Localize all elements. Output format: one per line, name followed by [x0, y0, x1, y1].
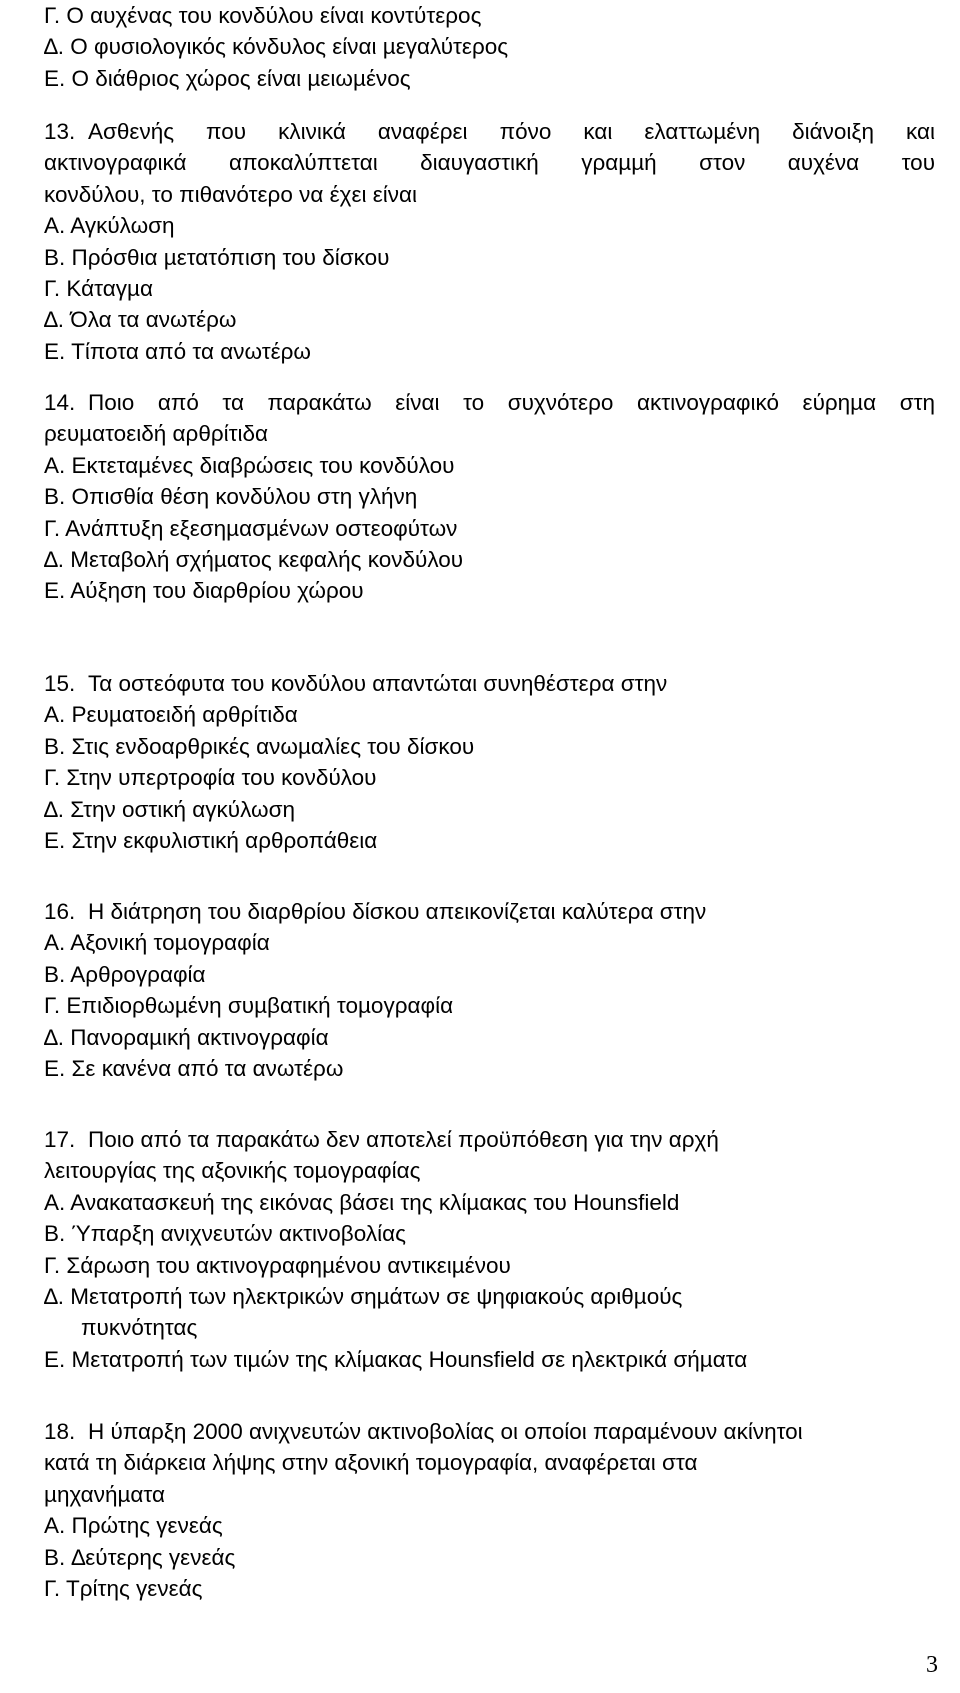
option-line: ∆. Όλα τα ανωτέρω [44, 307, 237, 333]
option-line: Α. Αξονική τοµογραφία [44, 930, 270, 956]
option-line: ∆. Ο φυσιολογικός κόνδυλος είναι µεγαλύτερος [44, 34, 509, 60]
question-line: κονδύλου, το πιθανότερο να έχει είναι [44, 181, 418, 207]
option-line: Α. Ανακατασκευή της εικόνας βάσει της κλίµακας του Hounsfield [44, 1189, 680, 1215]
option-line: Ε. Σε κανένα από τα ανωτέρω [44, 1056, 344, 1082]
option-line: Ε. Τίποτα από τα ανωτέρω [44, 338, 311, 364]
option-line: Β. Στις ενδοαρθρικές ανωµαλίες του δίσκου [44, 733, 475, 759]
question-number: 15. [44, 671, 76, 696]
question-number: 16. [44, 899, 76, 924]
option-line: Α. Αγκύλωση [44, 213, 175, 239]
option-line: Γ. Τρίτης γενεάς [44, 1576, 203, 1602]
option-line: Γ. Στην υπερτροφία του κονδύλου [44, 765, 377, 791]
question-14 [44, 387, 935, 607]
option-line: Β. Ύπαρξη ανιχνευτών ακτινοβολίας [44, 1221, 406, 1247]
option-continuation-line: πυκνότητας [81, 1315, 198, 1341]
question-number: 18. [44, 1419, 76, 1444]
option-line: Ε. Στην εκφυλιστική αρθροπάθεια [44, 828, 378, 854]
option-line: Γ. Επιδιορθωµένη συµβατική τοµογραφία [44, 993, 454, 1019]
question-stem-first-line [88, 1124, 935, 1155]
option-line: Β. Πρόσθια µετατόπιση του δίσκου [44, 244, 390, 270]
question-line: Ποιο από τα παρακάτω είναι το συχνότερο ακτινογραφικό εύρηµα στη [88, 390, 935, 415]
question-stem-first-line [88, 116, 935, 147]
question-line: Η ύπαρξη 2000 ανιχνευτών ακτινοβολίας οι οποίοι παραµένουν ακίνητοι [88, 1419, 803, 1444]
option-line: Γ. Ανάπτυξη εξεσηµασµένων οστεοφύτων [44, 515, 458, 541]
page-number: 3 [926, 1652, 938, 1678]
question-number: 14. [44, 390, 76, 415]
option-line: Γ. Σάρωση του ακτινογραφηµένου αντικειµένου [44, 1252, 511, 1278]
option-line: ∆. Στην οστική αγκύλωση [44, 796, 295, 822]
option-line: Ε. Ο διάθριος χώρος είναι µειωµένος [44, 65, 411, 91]
question-number: 17. [44, 1127, 76, 1152]
option-line: Β. Αρθρογραφία [44, 961, 206, 987]
question-line: ακτινογραφικά αποκαλύπτεται διαυγαστική γραµµή στον αυχένα του [44, 150, 935, 176]
option-line: Ε. Μετατροπή των τιµών της κλίµακας Hounsfield σε ηλεκτρικά σήµατα [44, 1346, 748, 1372]
option-line: Α. Ρευµατοειδή αρθρίτιδα [44, 702, 298, 728]
question-line: Τα οστεόφυτα του κονδύλου απαντώται συνηθέστερα στην [88, 671, 668, 696]
question-16 [44, 896, 935, 1084]
question-18 [44, 1416, 935, 1604]
question-line: Ποιο από τα παρακάτω δεν αποτελεί προϋπόθεση για την αρχή [88, 1127, 719, 1152]
option-line: Ε. Αύξηση του διαρθρίου χώρου [44, 578, 364, 604]
question-line: Ασθενής που κλινικά αναφέρει πόνο και ελαττωµένη διάνοιξη και [88, 119, 935, 144]
option-line: ∆. Μεταβολή σχήµατος κεφαλής κονδύλου [44, 547, 464, 573]
previous-question-options [44, 0, 935, 94]
option-line: ∆. Μετατροπή των ηλεκτρικών σηµάτων σε ψηφιακούς αριθµούς [44, 1284, 683, 1310]
question-number: 13. [44, 119, 76, 144]
option-line: Γ. Ο αυχένας του κονδύλου είναι κοντύτερος [44, 3, 482, 28]
question-15 [44, 668, 935, 856]
option-line: Α. Εκτεταµένες διαβρώσεις του κονδύλου [44, 452, 455, 478]
question-13 [44, 116, 935, 367]
question-stem [88, 668, 935, 699]
option-line: Α. Πρώτης γενεάς [44, 1513, 223, 1539]
question-line: λειτουργίας της αξονικής τοµογραφίας [44, 1158, 421, 1184]
question-line: ρευµατοειδή αρθρίτιδα [44, 421, 269, 447]
option-line: Γ. Κάταγµα [44, 276, 153, 302]
option-line: Β. Οπισθία θέση κονδύλου στη γλήνη [44, 484, 418, 510]
question-line: Η διάτρηση του διαρθρίου δίσκου απεικονίζεται καλύτερα στην [88, 899, 707, 924]
question-stem-first-line [88, 387, 935, 418]
option-line: ∆. Πανοραµική ακτινογραφία [44, 1024, 329, 1050]
question-line: κατά τη διάρκεια λήψης στην αξονική τοµογραφία, αναφέρεται στα [44, 1450, 698, 1476]
question-stem-first-line [88, 1416, 935, 1447]
option-line: Β. ∆εύτερης γενεάς [44, 1544, 236, 1570]
question-stem [88, 896, 935, 927]
question-17 [44, 1124, 935, 1375]
question-line: µηχανήµατα [44, 1481, 166, 1507]
